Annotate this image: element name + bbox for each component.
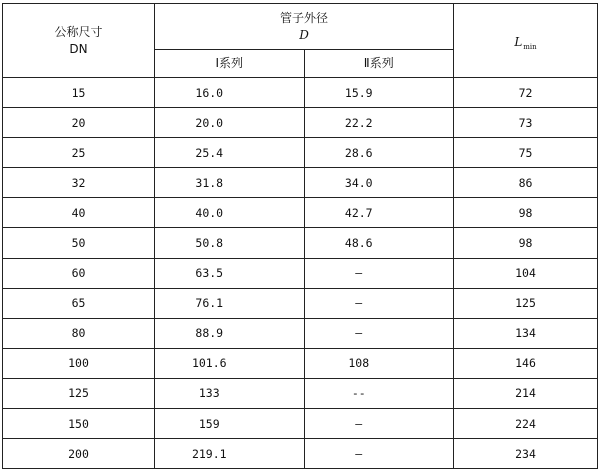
series-1-cell: 88.9 <box>155 318 305 348</box>
series-2-cell: 28.6 <box>304 138 454 168</box>
table-row <box>3 258 598 288</box>
lmin-cell: 134 <box>454 318 598 348</box>
dn-cell: 125 <box>3 378 155 408</box>
pipe-dimension-table <box>2 3 598 469</box>
series-1-cell: 63.5 <box>155 258 305 288</box>
series-1-header: Ⅰ系列 <box>155 50 305 78</box>
lmin-letter: L <box>514 34 523 49</box>
dn-cell: 200 <box>3 439 155 469</box>
series-2-cell: 108 <box>304 348 454 378</box>
series-2-cell: 22.2 <box>304 108 454 138</box>
series-1-cell: 76.1 <box>155 288 305 318</box>
series-2-cell: — <box>304 439 454 469</box>
series-2-cell: — <box>304 288 454 318</box>
series-1-cell: 25.4 <box>155 138 305 168</box>
table-header <box>3 4 598 78</box>
lmin-cell: 98 <box>454 228 598 258</box>
series-1-cell: 40.0 <box>155 198 305 228</box>
lmin-cell: 75 <box>454 138 598 168</box>
series-1-cell: 20.0 <box>155 108 305 138</box>
series-2-cell: 34.0 <box>304 168 454 198</box>
lmin-cell: 234 <box>454 439 598 469</box>
table-row <box>3 108 598 138</box>
lmin-cell: 104 <box>454 258 598 288</box>
lmin-header <box>454 4 598 78</box>
series-2-cell: 48.6 <box>304 228 454 258</box>
lmin-cell: 146 <box>454 348 598 378</box>
series-2-cell: 42.7 <box>304 198 454 228</box>
outer-diameter-header <box>155 4 454 50</box>
series-2-cell: — <box>304 409 454 439</box>
series-2-cell: — <box>304 318 454 348</box>
series-1-cell: 133 <box>155 378 305 408</box>
series-1-cell: 159 <box>155 409 305 439</box>
dn-cell: 150 <box>3 409 155 439</box>
series-1-cell: 31.8 <box>155 168 305 198</box>
dn-cell: 15 <box>3 78 155 108</box>
dn-cell: 80 <box>3 318 155 348</box>
table-row <box>3 78 598 108</box>
outer-diameter-symbol: D <box>299 27 309 42</box>
dn-cell: 60 <box>3 258 155 288</box>
nominal-dn-label: DN <box>69 41 88 56</box>
lmin-cell: 224 <box>454 409 598 439</box>
dn-cell: 100 <box>3 348 155 378</box>
table-body <box>3 78 598 469</box>
lmin-subscript: min <box>523 42 537 51</box>
table-row <box>3 198 598 228</box>
series-1-cell: 101.6 <box>155 348 305 378</box>
lmin-cell: 125 <box>454 288 598 318</box>
dn-cell: 32 <box>3 168 155 198</box>
series-2-cell: 15.9 <box>304 78 454 108</box>
table-row <box>3 228 598 258</box>
lmin-cell: 98 <box>454 198 598 228</box>
series-1-cell: 50.8 <box>155 228 305 258</box>
series-2-header: Ⅱ系列 <box>304 50 454 78</box>
series-1-cell: 219.1 <box>155 439 305 469</box>
table-row <box>3 288 598 318</box>
dn-cell: 65 <box>3 288 155 318</box>
lmin-cell: 72 <box>454 78 598 108</box>
dn-cell: 40 <box>3 198 155 228</box>
lmin-cell: 214 <box>454 378 598 408</box>
series-2-cell: -- <box>304 378 454 408</box>
table-row <box>3 138 598 168</box>
lmin-cell: 86 <box>454 168 598 198</box>
table-row <box>3 378 598 408</box>
table-row <box>3 168 598 198</box>
header-row-1 <box>3 4 598 50</box>
table-row <box>3 318 598 348</box>
table-row <box>3 439 598 469</box>
dn-cell: 25 <box>3 138 155 168</box>
nominal-size-header <box>3 4 155 78</box>
series-2-cell: — <box>304 258 454 288</box>
dn-cell: 50 <box>3 228 155 258</box>
dn-cell: 20 <box>3 108 155 138</box>
table-row <box>3 409 598 439</box>
lmin-cell: 73 <box>454 108 598 138</box>
table-row <box>3 348 598 378</box>
nominal-size-label: 公称尺寸 <box>54 24 103 39</box>
series-1-cell: 16.0 <box>155 78 305 108</box>
outer-diameter-label: 管子外径 <box>279 10 328 25</box>
